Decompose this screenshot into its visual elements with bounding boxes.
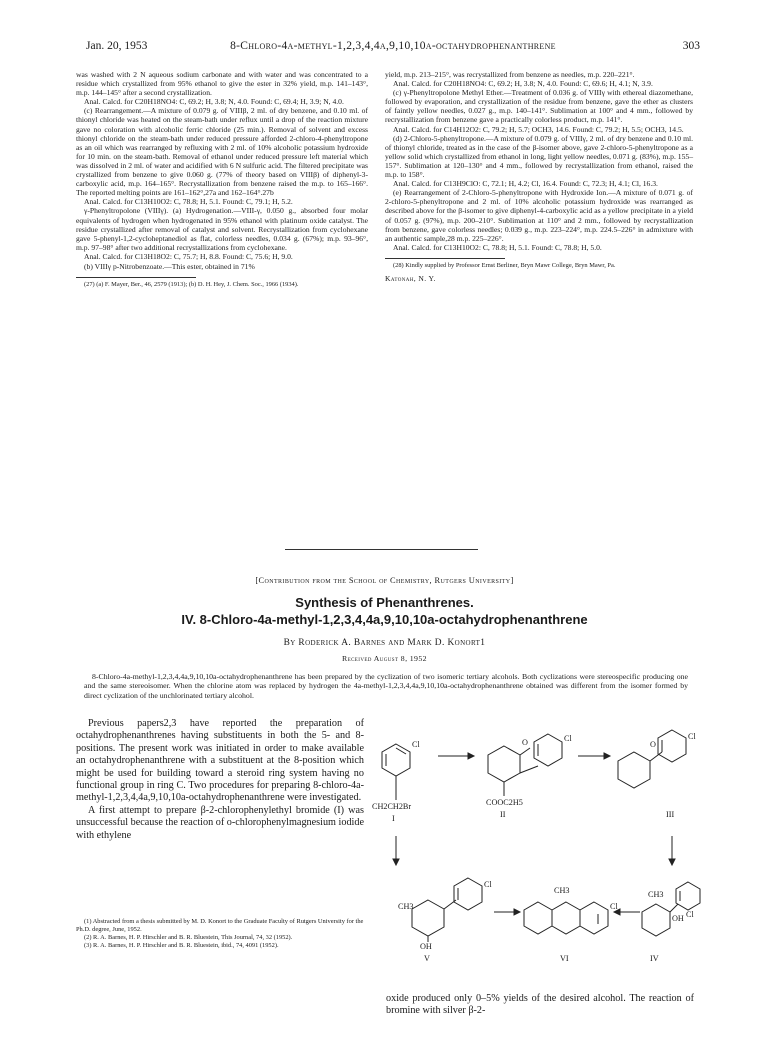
footnote-rule: [385, 258, 505, 259]
running-title: 8-Chloro-4a-methyl-1,2,3,4,4a,9,10,10a-octahydrophenanthrene: [230, 40, 556, 52]
paragraph: Anal. Calcd. for C20H18NO4: C, 69.2; H, 3.8; N, 4.0. Found: C, 69.6; H, 4.1; N, 3.9.: [393, 79, 653, 89]
paragraph: was washed with 2 N aqueous sodium carbonate and with water and was concentrated to a residue which crystallized from 95% ethanol to give the ester in 32% yield, m.p. 141–143°, m.p. 144–145° after a second crystallization.: [76, 70, 368, 98]
section-divider: [285, 549, 478, 550]
chlorine-label: Cl: [688, 732, 696, 741]
footnote: (3) R. A. Barnes, H. P. Hirschler and B. R. Bluestein, ibid., 74, 4091 (1952).: [84, 942, 279, 949]
paragraph: Anal. Calcd. for C14H12O2: C, 79.2; H, 5.7; OCH3, 14.6. Found: C, 79.2; H, 5.5; OCH3, 14.5.: [393, 124, 684, 134]
methyl-label: CH3: [398, 902, 414, 911]
paragraph: yield, m.p. 213–215°, was recrystallized from benzene as needles, m.p. 220–221°.: [385, 70, 635, 79]
side-chain-label: CH2CH2Br: [372, 802, 412, 811]
contribution-line: [Contribution from the School of Chemistry, Rutgers University]: [255, 576, 514, 585]
paragraph: oxide produced only 0–5% yields of the desired alcohol. The reaction of bromine with silver β-2-: [386, 993, 694, 1017]
chlorine-label: Cl: [564, 734, 572, 743]
paragraph: Anal. Calcd. for C13H10O2: C, 78.8; H, 5.1. Found: C, 78.8; H, 5.0.: [393, 242, 602, 252]
paragraph: (d) 2-Chloro-5-phenyltropone.—A mixture of 0.079 g. of VIIIγ, 2 ml. of dry benzene and 0.10 ml. of thionyl chloride, treated as in the case of the β-isomer above, gave 2-chloro-5-phenyltropone as a yellow solid which crystallized from ethanol in long, light yellow needles, 0.071 g. (83%), m.p. 155–157°. Sublimation at 120–130° and 4 mm., followed by recrystallization from ethanol, raised the m.p. to 158°.: [385, 133, 693, 180]
compound-number-I: I: [392, 814, 395, 823]
compound-number-V: V: [424, 954, 430, 963]
right-column: [385, 70, 693, 283]
paragraph: (c) γ-Phenyltropolone Methyl Ether.—Treatment of 0.036 g. of VIIIγ with ethereal diazomethane, followed by evaporation, and crystallization of the residue from benzene, gave the ether as clusters of faintly yellow needles, 0.027 g., m.p. 140–141°. Sublimation at 100° and 4 mm., followed by recrystallization from benzene gave a practically colorless product, m.p. 141°.: [385, 88, 693, 125]
ester-label: COOC2H5: [486, 798, 523, 807]
article-title: Synthesis of Phenanthrenes.: [295, 595, 474, 610]
issue-date: Jan. 20, 1953: [86, 40, 148, 52]
page-number: 303: [682, 40, 700, 52]
compound-I-structure: [382, 744, 410, 800]
article-subtitle: IV. 8-Chloro-4a-methyl-1,2,3,4,4a,9,10,10a-octahydrophenanthrene: [181, 612, 588, 627]
paragraph: γ-Phenyltropolone (VIIIγ). (a) Hydrogenation.—VIII-γ, 0.050 g., absorbed four molar equivalents of hydrogen when hydrogenated in 95% ethanol with platinum oxide catalyst. The residue crystallized after removal of catalyst and solvent. Recrystallization from cyclohexane gave 5-phenyl-1,2-cycloheptanediol as flat, colorless needles, 0.034 g. (67%); m.p. 93–96°, m.p. 97–98° after two additional recrystallizations from cyclohexane.: [76, 206, 368, 252]
article-body: [76, 718, 364, 842]
author-location: Katonah, N. Y.: [385, 273, 436, 283]
abstract: [84, 672, 688, 700]
footnote-rule: [76, 277, 196, 278]
paragraph: A first attempt to prepare β-2-chlorophenylethyl bromide (I) was unsuccessful because the reaction of o-chlorophenylmagnesium iodide with ethylene: [76, 804, 364, 841]
methyl-label: CH3: [648, 890, 664, 899]
compound-number-III: III: [666, 810, 675, 819]
paragraph: Previous papers2,3 have reported the preparation of octahydrophenanthrenes having substituents in both the 5- and 8-positions. The present work was initiated in order to make available an octahydrophenanthrene with a substituent at the 8-position which might be used for building toward a steroid ring system having no functional group in ring C. Two procedures for preparing 8-chloro-4a-methyl-1,2,3,4,4a,9,10,10a-octahydrophenanthrene were investigated.: [76, 718, 364, 804]
compound-VI-structure: [524, 902, 608, 934]
chlorine-label: Cl: [610, 902, 618, 911]
paragraph: Anal. Calcd. for C13H10O2: C, 78.8; H, 5.1. Found: C, 79.1; H, 5.2.: [84, 197, 293, 207]
compound-V-structure: [412, 878, 482, 942]
compound-number-II: II: [500, 810, 506, 819]
paragraph: (b) VIIIγ p-Nitrobenzoate.—This ester, obtained in 71%: [84, 261, 255, 271]
compound-III-structure: [618, 730, 686, 788]
left-column: [76, 70, 368, 289]
oxygen-label: O: [650, 740, 656, 749]
paragraph: Anal. Calcd. for C13H9ClO: C, 72.1; H, 4.2; Cl, 16.4. Found: C, 72.3; H, 4.1; Cl, 16.3.: [393, 179, 658, 189]
methyl-label: CH3: [554, 886, 570, 895]
paragraph: (c) Rearrangement.—A mixture of 0.079 g. of VIIIβ, 2 ml. of dry benzene, and 0.10 ml. of thionyl chloride was heated on the steam-bath under reflux until a drop of the reaction mixture gave no coloration with alcoholic ferric chloride (25 min.). Removal of solvent and excess thionyl chloride on the steam-bath under reduced pressure afforded 2-chloro-4-phenyltropone as an oil which was rearranged by refluxing with 2 ml. of 10% alcoholic potassium hydroxide for 10 min. on the steam-bath. Removal of ethanol under reduced pressure left material which was dissolved in 2 ml. of water and acidified with 6 N sulfuric acid. The filtered precipitate was crystallized from benzene to give 0.060 g. (77% of theory based on VIIIβ) of diphenyl-3-carboxylic acid, m.p. 164–165°. Recrystallization from benzene raised the m.p. to 165–166°. The reported melting points are 161–162°,27a and 162–164°.27b: [76, 106, 368, 198]
oxygen-label: O: [522, 738, 528, 747]
authors: By Roderick A. Barnes and Mark D. Konort1: [283, 638, 486, 648]
chlorine-label: Cl: [686, 910, 694, 919]
continued-text: [386, 993, 694, 1018]
paragraph: (e) Rearrangement of 2-Chloro-5-phenyltropone with Hydroxide Ion.—A mixture of 0.071 g. of 2-chloro-5-phenyltropone and 2 ml. of 10% alcoholic potassium hydroxide was rearranged as described above for the β-isomer to give diphenyl-4-carboxylic acid as a yellow precipitate in a yield of 0.057 g. (97%), m.p. 200–210°. Sublimation at 110° and 2 mm., followed by recrystallization from benzene, gave colorless needles; 0.039 g., m.p. 223–224°, m.p. 224.5–226° in admixture with an authentic sample,28 m.p. 225–226°.: [385, 188, 693, 243]
footnote: (1) Abstracted from a thesis submitted by M. D. Konort to the Graduate Faculty of Rutgers University for the Ph.D. degree, June, 1952.: [76, 918, 364, 933]
received-date: Received August 8, 1952: [342, 654, 427, 663]
paragraph: Anal. Calcd. for C20H18NO4: C, 69.2; H, 3.8; N, 4.0. Found: C, 69.4; H, 3.9; N, 4.0.: [84, 97, 344, 107]
footnote: (28) Kindly supplied by Professor Ernst Berliner, Bryn Mawr College, Bryn Mawr, Pa.: [393, 261, 616, 269]
hydroxyl-label: OH: [672, 914, 684, 923]
compound-number-VI: VI: [560, 954, 569, 963]
abstract-text: 8-Chloro-4a-methyl-1,2,3,4,4a,9,10,10a-octahydrophenanthrene has been prepared by the cyclization of two isomeric tertiary alcohols. Both cyclizations were stereospecific producing one and the same stereoisomer. When the chlorine atom was replaced by hydrogen the 4a-methyl-1,2,3,4,4a,9,10,10a-octahydrophenanthrene obtained was different from the isomer formed by direct cyclization of the unchlorinated tertiary alcohol.: [84, 672, 688, 700]
reaction-scheme: [372, 704, 702, 974]
paragraph: Anal. Calcd. for C13H18O2: C, 75.7; H, 8.8. Found: C, 75.6; H, 9.0.: [84, 251, 293, 261]
compound-number-IV: IV: [650, 954, 659, 963]
running-head: [86, 40, 700, 54]
footnote: (2) R. A. Barnes, H. P. Hirschler and B. R. Bluestein, This Journal, 74, 32 (1952).: [84, 934, 293, 941]
chlorine-label: Cl: [412, 740, 420, 749]
article-footnotes: [76, 918, 364, 950]
footnote: (27) (a) F. Mayer, Ber., 46, 2579 (1913); (b) D. H. Hey, J. Chem. Soc., 1966 (1934).: [84, 281, 299, 289]
hydroxyl-label: OH: [420, 942, 432, 951]
chlorine-label: Cl: [484, 880, 492, 889]
